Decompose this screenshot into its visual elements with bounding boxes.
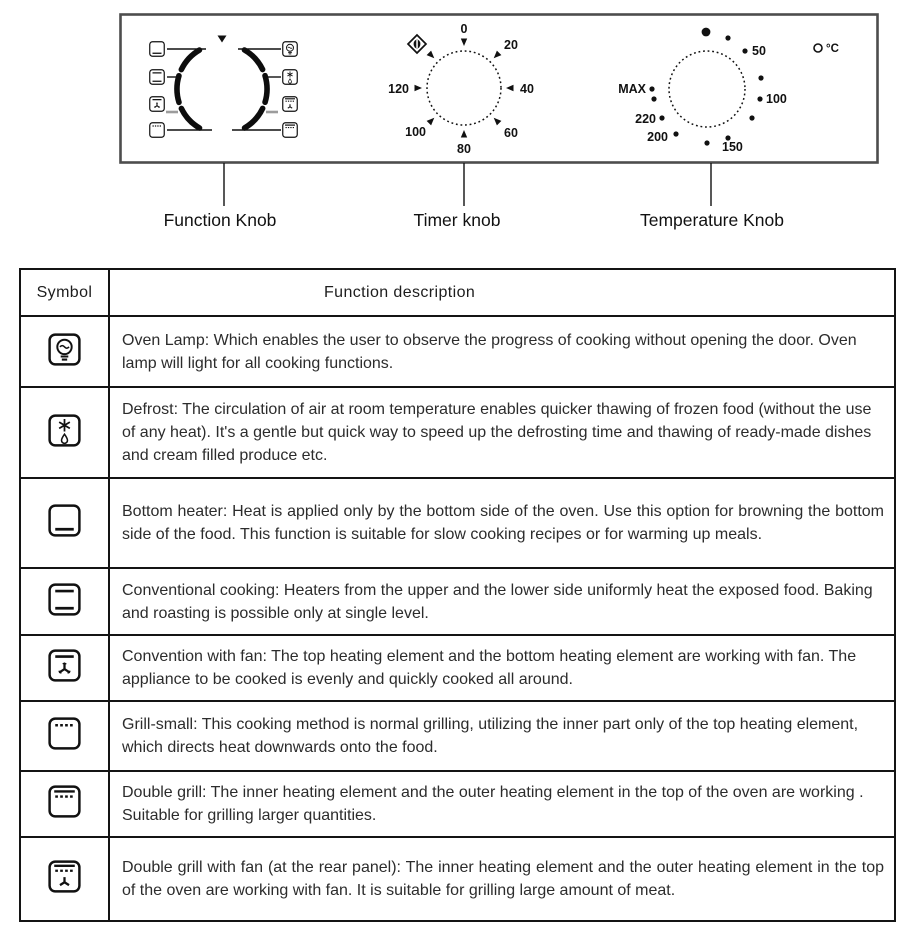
- function-description-table: [19, 268, 896, 922]
- oven-lamp-icon: [46, 331, 83, 368]
- timer-tick-20: 20: [504, 38, 518, 52]
- table-row: [20, 837, 895, 921]
- table-row: [20, 478, 895, 568]
- control-panel-diagram: [0, 0, 913, 258]
- temperature-unit-label: °C: [826, 43, 839, 55]
- temp-tick-max: MAX: [618, 82, 646, 96]
- temp-tick-50: 50: [752, 44, 766, 58]
- table-row: [20, 771, 895, 837]
- double-grill-icon: [46, 783, 83, 820]
- bottom-heater-icon: [46, 502, 83, 539]
- table-header-row: [20, 269, 895, 316]
- symbol-column-header: Symbol: [20, 269, 109, 316]
- timer-knob-label: Timer knob: [413, 210, 501, 230]
- timer-tick-120: 120: [388, 82, 409, 96]
- temperature-knob-label: Temperature Knob: [640, 210, 784, 230]
- timer-tick-60: 60: [504, 126, 518, 140]
- function-description: Convention with fan: The top heating element and the bottom heating element are working with fan. The appliance to be cooked is evenly and quickly cooked all around.: [109, 635, 895, 701]
- temp-tick-150: 150: [722, 140, 743, 154]
- function-description: Conventional cooking: Heaters from the upper and the lower side uniformly heat the exposed food. Baking and roasting is possible only at single level.: [109, 568, 895, 635]
- function-description: Defrost: The circulation of air at room temperature enables quicker thawing of frozen food (without the use of any heat). It's a gentle but quick way to speed up the defrosting time and thawing of ready-made dishes and cream filled produce etc.: [109, 387, 895, 478]
- function-description: Bottom heater: Heat is applied only by the bottom side of the oven. Use this option for browning the bottom side of the food. This function is suitable for slow cooking recipes or for warming up meals.: [109, 478, 895, 568]
- function-description: Double grill: The inner heating element and the outer heating element in the top of the oven are working . Suitable for grilling larger quantities.: [109, 771, 895, 837]
- table-row: [20, 568, 895, 635]
- temperature-off-dot: [702, 28, 711, 37]
- function-description: Grill-small: This cooking method is normal grilling, utilizing the inner part only of the top heating element, which directs heat downwards onto the food.: [109, 701, 895, 771]
- table-row: [20, 635, 895, 701]
- timer-tick-100: 100: [405, 125, 426, 139]
- defrost-icon: [46, 412, 83, 449]
- temp-tick-200: 200: [647, 130, 668, 144]
- table-row: [20, 387, 895, 478]
- table-row: [20, 701, 895, 771]
- timer-tick-0: 0: [460, 22, 468, 36]
- temp-tick-100: 100: [766, 92, 787, 106]
- function-knob-label: Function Knob: [163, 210, 277, 230]
- conventional-cooking-icon: [46, 581, 83, 618]
- timer-tick-80: 80: [457, 142, 471, 156]
- panel-outline: [121, 15, 878, 163]
- description-column-header: Function description: [109, 269, 895, 316]
- convection-with-fan-icon: [46, 647, 83, 684]
- grill-small-icon: [46, 715, 83, 752]
- table-row: [20, 316, 895, 387]
- timer-tick-40: 40: [520, 82, 534, 96]
- double-grill-with-fan-icon: [46, 858, 83, 895]
- function-description: Double grill with fan (at the rear panel): The inner heating element and the outer heating element in the top of the oven are working with fan. It is suitable for grilling large amount of meat.: [109, 837, 895, 921]
- function-description: Oven Lamp: Which enables the user to observe the progress of cooking without opening the door. Oven lamp will light for all cooking functions.: [109, 316, 895, 387]
- temp-tick-220: 220: [635, 112, 656, 126]
